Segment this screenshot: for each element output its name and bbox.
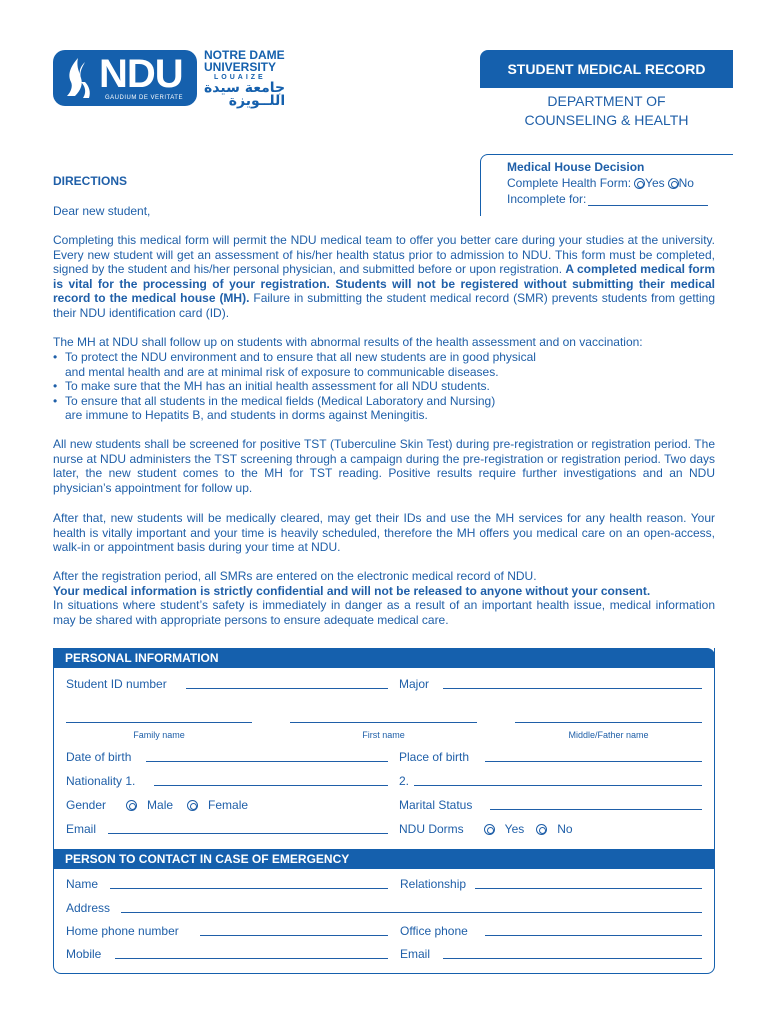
gender-row	[66, 798, 248, 812]
list-item: • To make sure that the MH has an initial health assessment for all NDU students.	[53, 379, 490, 394]
dorms-no-radio-icon[interactable]	[536, 824, 547, 835]
middle-name-caption: Middle/Father name	[568, 730, 649, 740]
list-item-continuation: are immune to Hepatits B, and students in dorms against Meningitis.	[65, 408, 428, 423]
emergency-contact-header: PERSON TO CONTACT IN CASE OF EMERGENCY	[53, 849, 715, 869]
ndu-dorms-row	[399, 822, 573, 836]
department-name: DEPARTMENT OF COUNSELING & HEALTH	[524, 93, 689, 128]
contact-name-label: Name	[66, 877, 99, 891]
paragraph-5: After the registration period, all SMRs are entered on the electronic medical record of NDU. Your medical information is strictly confidential and will not be released to anyone without your consent. In situations where student’s safety is immediately in danger as a result of an important health issue, medical information may be shared with appropriate persons to ensure adequate medical care.	[53, 569, 715, 627]
office-phone-label: Office phone	[400, 924, 468, 938]
dorms-no-label: No	[557, 822, 573, 836]
ndu-dorms-label: NDU Dorms	[399, 822, 464, 836]
date-of-birth-field[interactable]	[146, 761, 388, 762]
home-phone-field[interactable]	[200, 935, 388, 936]
nationality-label: Nationality 1.	[66, 774, 136, 788]
nationality-1-field[interactable]	[154, 785, 388, 786]
university-name: NOTRE DAME UNIVERSITY	[204, 48, 285, 74]
list-item-continuation: and mental health and are at minimal risk of exposure to communicable diseases.	[65, 364, 499, 379]
marital-status-field[interactable]	[490, 809, 702, 810]
vaccination-bullet-list	[53, 350, 715, 423]
form-title: STUDENT MEDICAL RECORD	[480, 50, 733, 88]
paragraph-2: The MH at NDU shall follow up on students with abnormal results of the health assessment and on vaccination:	[53, 335, 643, 349]
nationality-2-field[interactable]	[414, 785, 702, 786]
email-label: Email	[66, 822, 97, 836]
incomplete-for-label: Incomplete for:	[507, 192, 587, 206]
home-phone-label: Home phone number	[66, 924, 179, 938]
paragraph-4: After that, new students will be medically cleared, may get their IDs and use the MH services for any health reason. Your health is vitally important and your time is heavily scheduled, therefore the MH offers you medical care on an open-access, walk-in or appointment basis during your time at NDU.	[53, 511, 715, 555]
flame-emblem-icon	[61, 56, 95, 100]
mh-decision-title: Medical House Decision	[507, 160, 645, 174]
ndu-logo	[53, 50, 197, 106]
logo-mark: NDU	[99, 52, 183, 96]
male-label: Male	[147, 798, 174, 812]
mh-no-radio-icon[interactable]	[668, 178, 679, 189]
nationality-2-label: 2.	[399, 774, 410, 788]
relationship-field[interactable]	[475, 888, 702, 889]
female-label: Female	[208, 798, 249, 812]
first-name-caption: First name	[362, 730, 405, 740]
family-name-field[interactable]	[66, 722, 252, 723]
address-label: Address	[66, 901, 111, 915]
address-field[interactable]	[121, 912, 702, 913]
mh-yes-label: Yes	[645, 176, 665, 190]
gender-label: Gender	[66, 798, 107, 812]
place-of-birth-label: Place of birth	[399, 750, 470, 764]
contact-email-label: Email	[400, 947, 431, 961]
logo-motto: GAUDIUM DE VERITATE	[105, 95, 183, 101]
greeting: Dear new student,	[53, 204, 151, 218]
mh-yes-radio-icon[interactable]	[634, 178, 645, 189]
male-radio-icon[interactable]	[126, 800, 137, 811]
mh-no-label: No	[678, 176, 694, 190]
complete-health-form-label: Complete Health Form:	[507, 176, 632, 190]
student-id-field[interactable]	[186, 688, 388, 689]
major-label: Major	[399, 677, 430, 691]
place-of-birth-field[interactable]	[485, 761, 702, 762]
directions-heading: DIRECTIONS	[53, 174, 128, 188]
family-name-caption: Family name	[133, 730, 185, 740]
personal-information-header: PERSONAL INFORMATION	[53, 648, 715, 668]
dorms-yes-radio-icon[interactable]	[484, 824, 495, 835]
office-phone-field[interactable]	[485, 935, 702, 936]
major-field[interactable]	[443, 688, 702, 689]
dorms-yes-label: Yes	[504, 822, 525, 836]
list-item: • To ensure that all students in the medical fields (Medical Laboratory and Nursing)	[53, 393, 496, 408]
marital-status-label: Marital Status	[399, 798, 473, 812]
mobile-field[interactable]	[115, 958, 388, 959]
paragraph-3: All new students shall be screened for positive TST (Tuberculine Skin Test) during pre-registration or registration period. The nurse at NDU administers the TST screening through a campaign during the pre-registration or registration period. Two days later, the new student comes to the MH for TST reading. Positive results require further investigations and an NDU physician’s appointment for follow up.	[53, 437, 715, 495]
date-of-birth-label: Date of birth	[66, 750, 132, 764]
contact-email-field[interactable]	[443, 958, 702, 959]
list-item: • To protect the NDU environment and to ensure that all new students are in good physical	[53, 350, 536, 364]
university-location: LOUAIZE	[214, 74, 266, 81]
email-field[interactable]	[108, 833, 388, 834]
contact-name-field[interactable]	[110, 888, 388, 889]
relationship-label: Relationship	[400, 877, 467, 891]
first-name-field[interactable]	[290, 722, 477, 723]
complete-health-form-row	[507, 176, 694, 190]
female-radio-icon[interactable]	[187, 800, 198, 811]
mobile-label: Mobile	[66, 947, 102, 961]
university-name-arabic: جامعة سيدة اللــويزة	[204, 80, 286, 109]
middle-name-field[interactable]	[515, 722, 702, 723]
paragraph-1: Completing this medical form will permit the NDU medical team to offer you better care during your studies at the university. Every new student will get an assessment of his/her health status prior to admission to NDU. This form must be completed, signed by the student and his/her personal physician, and submitted before or upon registration. A completed medical form is vital for the processing of your registration. Students will not be registered without submitting their medical record to the medical house (MH). Failure in submitting the student medical record (SMR) prevents students from getting their NDU identification card (ID).	[53, 233, 716, 320]
student-id-label: Student ID number	[66, 677, 167, 691]
